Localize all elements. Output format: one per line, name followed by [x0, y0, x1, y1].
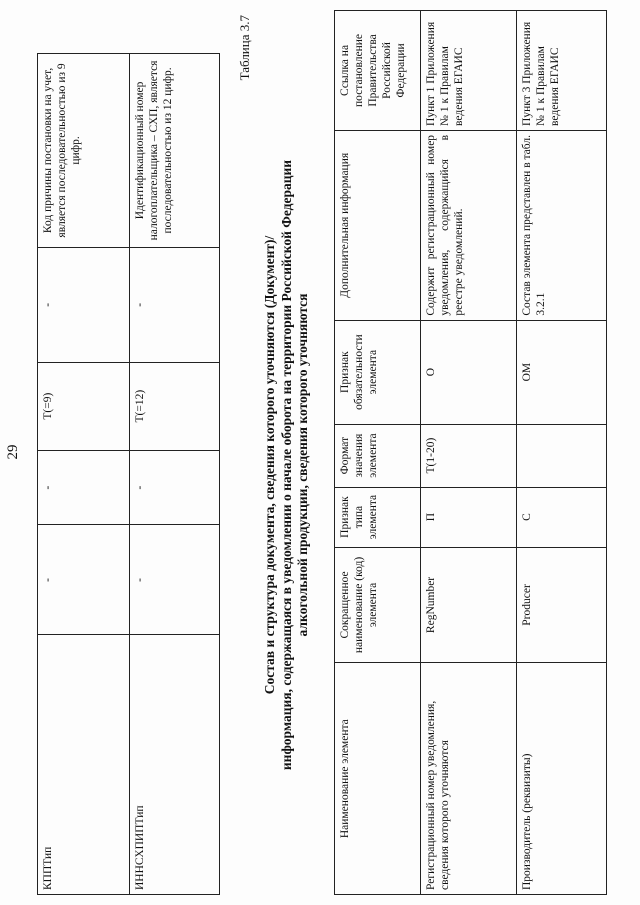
table-label: Таблица 3.7 — [237, 15, 252, 81]
header-format: Формат значения элемента — [335, 424, 421, 487]
element-name-cell: ИННСХПИПТип — [130, 635, 220, 895]
title-line: Состав и структура документа, сведения которого уточняются (Документ)/ — [262, 235, 277, 695]
element-code-cell: - — [38, 525, 130, 635]
element-ref-cell: Пункт 3 Приложения № 1 к Правилам ведения ЕГАИС — [517, 11, 607, 131]
table-row — [38, 54, 130, 895]
element-code-cell: - — [130, 525, 220, 635]
element-format-cell: T(1-20) — [421, 424, 517, 487]
element-type-cell: П — [421, 487, 517, 547]
title-line: информация, содержащаяся в уведомлении о начале оборота на территории Российской Федерации — [278, 159, 294, 771]
element-info-cell: Код причины постановки на учет, является последовательностью из 9 цифр. — [38, 54, 130, 248]
element-type-cell: С — [517, 487, 607, 547]
table-row — [130, 54, 220, 895]
header-name: Наименование элемента — [335, 663, 421, 895]
header-required: Признак обязательности элемента — [335, 320, 421, 424]
element-code-cell: Producer — [517, 547, 607, 663]
table-row — [421, 11, 517, 895]
page-number: 29 — [5, 444, 21, 460]
element-info-cell: Содержит регистрационный номер уведомления, содержащийся в реестре уведомлений. — [421, 130, 517, 320]
element-format-cell — [517, 424, 607, 487]
element-info-cell: Состав элемента представлен в табл. 3.2.1 — [517, 130, 607, 320]
table-header-row — [335, 11, 421, 895]
element-code-cell: RegNumber — [421, 547, 517, 663]
element-format-cell: T(=12) — [130, 362, 220, 450]
title-line: алкогольной продукции, сведения которого уточняются — [295, 293, 310, 637]
element-required-cell: - — [38, 247, 130, 362]
element-required-cell: О — [421, 320, 517, 424]
element-ref-cell: Пункт 1 Приложения № 1 к Правилам ведения ЕГАИС — [421, 11, 517, 131]
header-ref: Ссылка на постановление Правительства Российской Федерации — [335, 11, 421, 131]
header-info: Дополнительная информация — [335, 130, 421, 320]
element-required-cell: ОМ — [517, 320, 607, 424]
header-code: Сокращенное наименование (код) элемента — [335, 547, 421, 663]
main-table — [334, 10, 607, 895]
element-format-cell: T(=9) — [38, 362, 130, 450]
continuation-table — [37, 53, 220, 895]
element-name-cell: Производитель (реквизиты) — [517, 663, 607, 895]
element-type-cell: - — [38, 450, 130, 525]
element-name-cell: Регистрационный номер уведомления, сведения которого уточняются — [421, 663, 517, 895]
table-row — [517, 11, 607, 895]
element-type-cell: - — [130, 450, 220, 525]
element-required-cell: - — [130, 247, 220, 362]
element-name-cell: КППТип — [38, 635, 130, 895]
element-info-cell: Идентификационный номер налогоплательщика – СХП, является последовательностью из 12 цифр. — [130, 54, 220, 248]
table-title — [262, 115, 312, 815]
header-type: Признак типа элемента — [335, 487, 421, 547]
